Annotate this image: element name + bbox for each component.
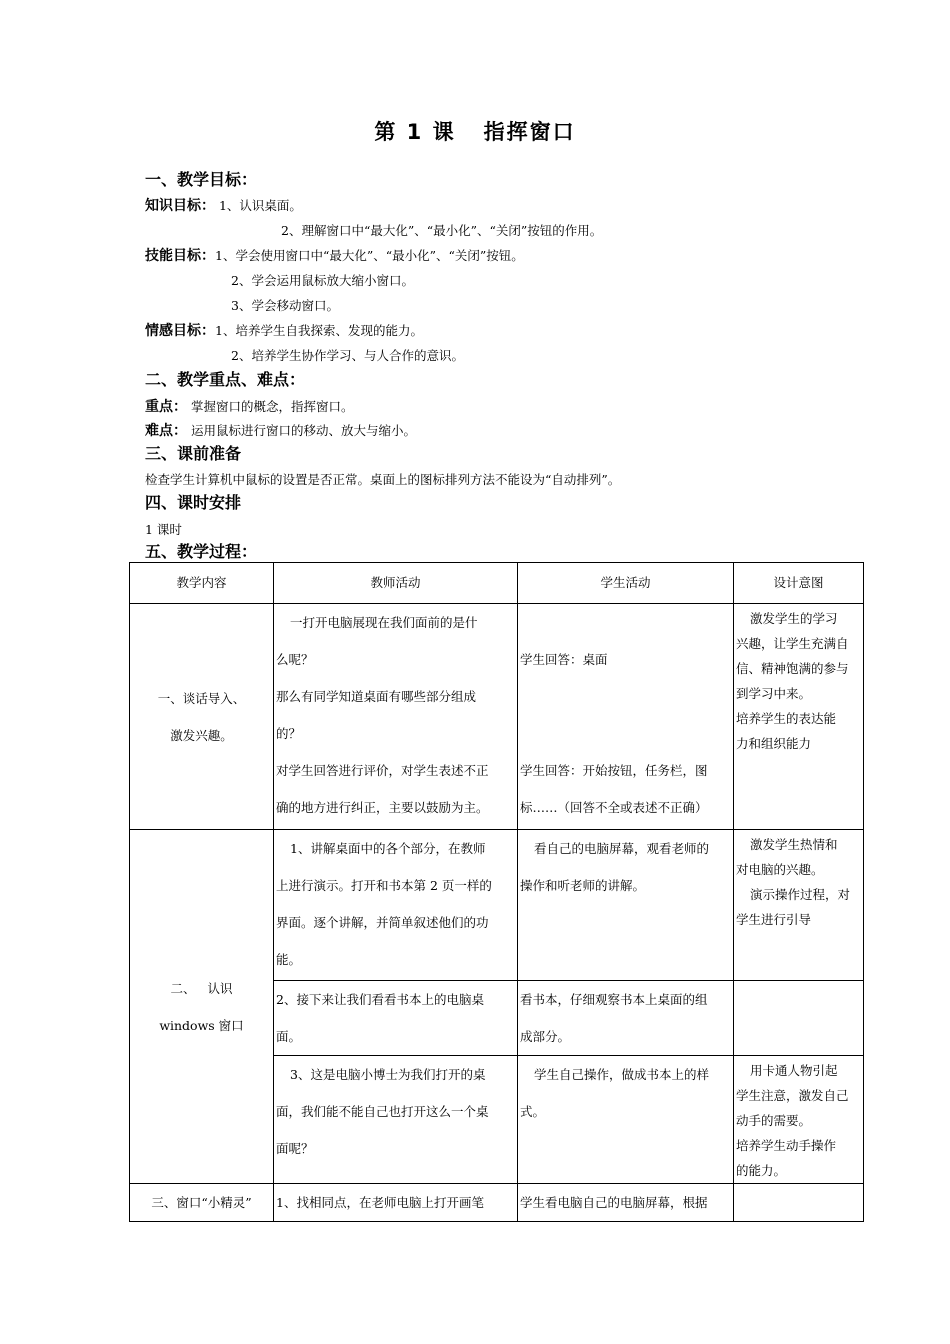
teacher-cell: 2、接下来让我们看看书本上的电脑桌 面。 — [274, 981, 518, 1056]
emotion-goal: 情感目标：1、培养学生自我探索、发现的能力。 — [145, 323, 423, 339]
table-header-row — [130, 563, 864, 604]
header-cell: 学生活动 — [518, 563, 734, 604]
section-heading-preparation: 三、课前准备 — [145, 444, 242, 463]
header-cell: 教师活动 — [274, 563, 518, 604]
content-cell: 一、谈话导入、 激发兴趣。 — [130, 604, 274, 830]
section-heading-process: 五、教学过程： — [145, 542, 258, 561]
design-cell: 激发学生的学习 兴趣，让学生充满自 信、精神饱满的参与 到学习中来。 培养学生的表达能 力和组织能力 — [734, 604, 864, 830]
difficult-point: 难点： 运用鼠标进行窗口的移动、放大与缩小。 — [145, 423, 416, 439]
table-row — [130, 604, 864, 830]
emotion-goal-item: 2、培养学生协作学习、与人合作的意识。 — [231, 348, 464, 363]
skill-goal: 技能目标：1、学会使用窗口中“最大化”、“最小化”、“关闭”按钮。 — [145, 248, 524, 264]
teacher-cell: 3、这是电脑小博士为我们打开的桌 面，我们能不能自己也打开这么一个桌 面呢？ — [274, 1056, 518, 1184]
section-heading-goals: 一、教学目标： — [145, 170, 258, 189]
section-heading-schedule: 四、课时安排 — [145, 493, 242, 512]
student-cell: 学生自己操作，做成书本上的样 式。 — [518, 1056, 734, 1184]
emotion-label: 情感目标： — [145, 323, 215, 339]
design-cell: 用卡通人物引起 学生注意，激发自己 动手的需要。 培养学生动手操作 的能力。 — [734, 1056, 864, 1184]
section-heading-key-points: 二、教学重点、难点： — [145, 370, 306, 389]
student-cell: 学生看电脑自己的电脑屏幕，根据 — [518, 1184, 734, 1222]
lesson-title: 第 1 课 指挥窗口 — [374, 120, 576, 144]
skill-label: 技能目标： — [145, 248, 215, 264]
teacher-cell: 1、讲解桌面中的各个部分，在教师 上进行演示。打开和书本第 2 页一样的 界面。逐个讲解，并简单叙述他们的功 能。 — [274, 830, 518, 981]
teacher-cell: 1、找相同点，在老师电脑上打开画笔 — [274, 1184, 518, 1222]
design-cell — [734, 981, 864, 1056]
student-cell: 看书本，仔细观察书本上桌面的组 成部分。 — [518, 981, 734, 1056]
design-cell — [734, 1184, 864, 1222]
header-cell: 教学内容 — [130, 563, 274, 604]
content-cell: 二、 认识 windows 窗口 — [130, 830, 274, 1184]
knowledge-goal-item: 2、理解窗口中“最大化”、“最小化”、“关闭”按钮的作用。 — [281, 223, 603, 238]
student-cell: 学生回答：桌面 学生回答：开始按钮，任务栏，图 标……（回答不全或表述不正确） — [518, 604, 734, 830]
table-row — [130, 1184, 864, 1222]
preparation-text: 检查学生计算机中鼠标的设置是否正常。桌面上的图标排列方法不能设为“自动排列”。 — [145, 472, 621, 487]
table-row — [130, 830, 864, 981]
knowledge-label: 知识目标： — [145, 198, 215, 214]
key-point: 重点： 掌握窗口的概念，指挥窗口。 — [145, 399, 354, 415]
knowledge-goal: 知识目标： 1、认识桌面。 — [145, 198, 302, 214]
skill-goal-item: 3、学会移动窗口。 — [231, 298, 339, 313]
student-cell: 看自己的电脑屏幕，观看老师的 操作和听老师的讲解。 — [518, 830, 734, 981]
header-cell: 设计意图 — [734, 563, 864, 604]
design-cell: 激发学生热情和 对电脑的兴趣。 演示操作过程，对 学生进行引导 — [734, 830, 864, 981]
teacher-cell: 一打开电脑展现在我们面前的是什 么呢？ 那么有同学知道桌面有哪些部分组成 的？ 对学生回答进行评价，对学生表述不正 确的地方进行纠正，主要以鼓励为主。 — [274, 604, 518, 830]
skill-goal-item: 2、学会运用鼠标放大缩小窗口。 — [231, 273, 414, 288]
content-cell: 三、窗口“小精灵” — [130, 1184, 274, 1222]
teaching-process-table — [129, 562, 864, 1222]
schedule-text: 1 课时 — [145, 522, 182, 537]
